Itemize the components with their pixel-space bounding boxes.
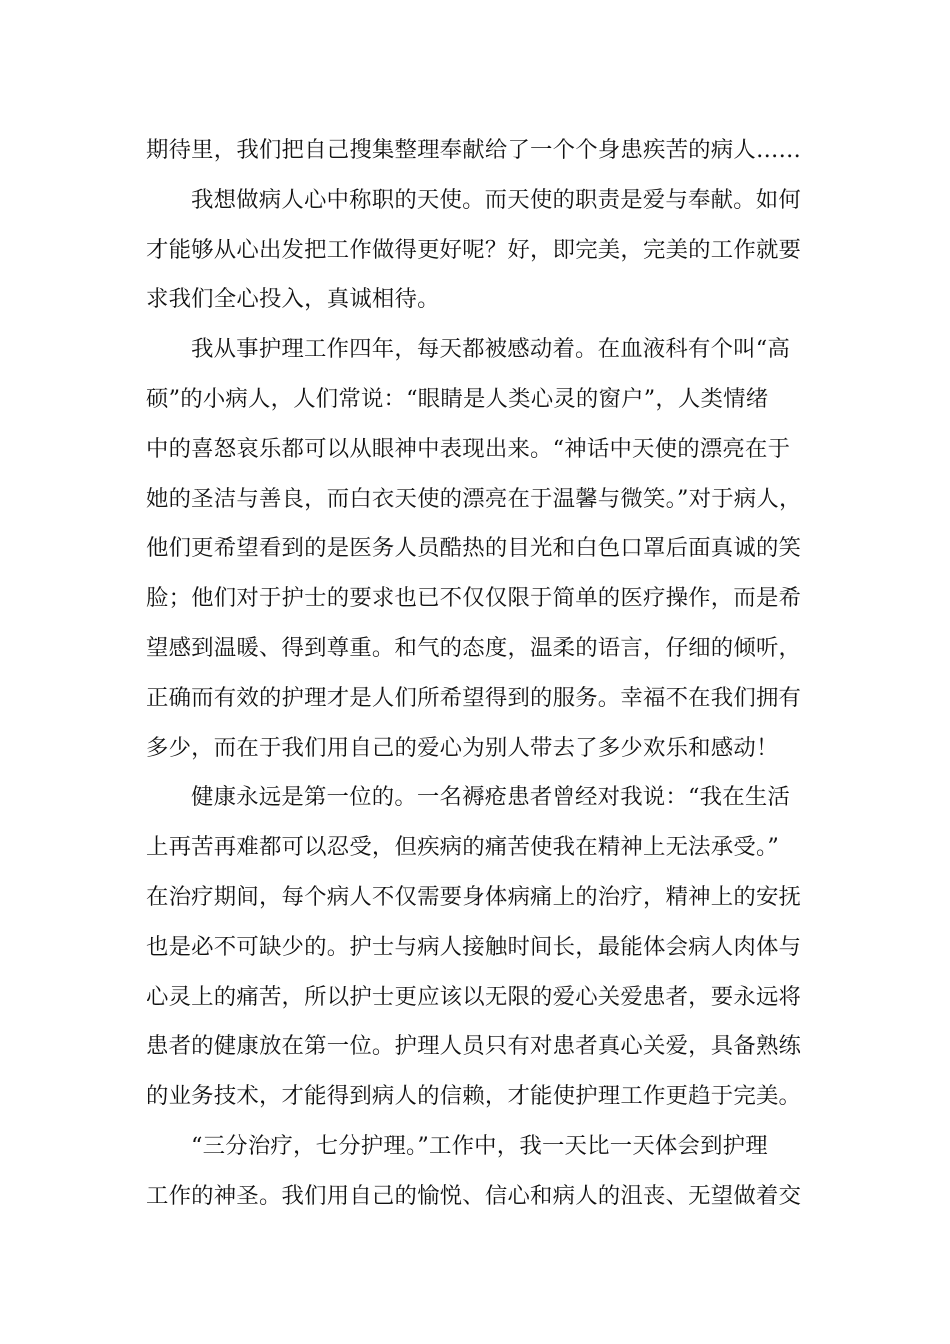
text-line: 望感到温暖、得到尊重。和气的态度，温柔的语言，仔细的倾听， <box>146 634 802 661</box>
text-line: 我从事护理工作四年，每天都被感动着。在血液科有个叫“高 <box>191 336 791 363</box>
text-line: 患者的健康放在第一位。护理人员只有对患者真心关爱，具备熟练 <box>146 1033 802 1060</box>
text-line: 我想做病人心中称职的天使。而天使的职责是爱与奉献。如何 <box>191 186 801 213</box>
document-body <box>146 126 816 1222</box>
text-line: 在治疗期间，每个病人不仅需要身体病痛上的治疗，精神上的安抚 <box>146 883 802 910</box>
text-line: “三分治疗，七分护理。”工作中，我一天比一天体会到护理 <box>191 1132 768 1159</box>
text-line: 多少，而在于我们用自己的爱心为别人带去了多少欢乐和感动！ <box>146 734 779 761</box>
text-line: 硕”的小病人，人们常说：“眼睛是人类心灵的窗户”，人类情绪 <box>146 385 769 412</box>
text-line: 心灵上的痛苦，所以护士更应该以无限的爱心关爱患者，要永远将 <box>146 983 802 1010</box>
text-line: 他们更希望看到的是医务人员酷热的目光和白色口罩后面真诚的笑 <box>146 535 802 562</box>
text-line: 脸；他们对于护士的要求也已不仅仅限于简单的医疗操作，而是希 <box>146 585 802 612</box>
text-line: 期待里，我们把自己搜集整理奉献给了一个个身患疾苦的病人…… <box>146 137 802 163</box>
text-line: 正确而有效的护理才是人们所希望得到的服务。幸福不在我们拥有 <box>146 684 802 711</box>
text-line: 健康永远是第一位的。一名褥疮患者曾经对我说：“我在生活 <box>191 784 791 811</box>
text-line: 工作的神圣。我们用自己的愉悦、信心和病人的沮丧、无望做着交 <box>146 1182 802 1209</box>
text-line: 上再苦再难都可以忍受，但疾病的痛苦使我在精神上无法承受。” <box>146 834 779 861</box>
text-line: 中的喜怒哀乐都可以从眼神中表现出来。“神话中天使的漂亮在于 <box>146 435 791 462</box>
text-line: 也是必不可缺少的。护士与病人接触时间长，最能体会病人肉体与 <box>146 933 802 960</box>
text-line: 的业务技术，才能得到病人的信赖，才能使护理工作更趋于完美。 <box>146 1083 802 1110</box>
text-line: 才能够从心出发把工作做得更好呢？好，即完美，完美的工作就要 <box>146 236 802 263</box>
text-line: 求我们全心投入，真诚相待。 <box>146 286 440 313</box>
text-line: 她的圣洁与善良，而白衣天使的漂亮在于温馨与微笑。”对于病人， <box>146 485 802 512</box>
